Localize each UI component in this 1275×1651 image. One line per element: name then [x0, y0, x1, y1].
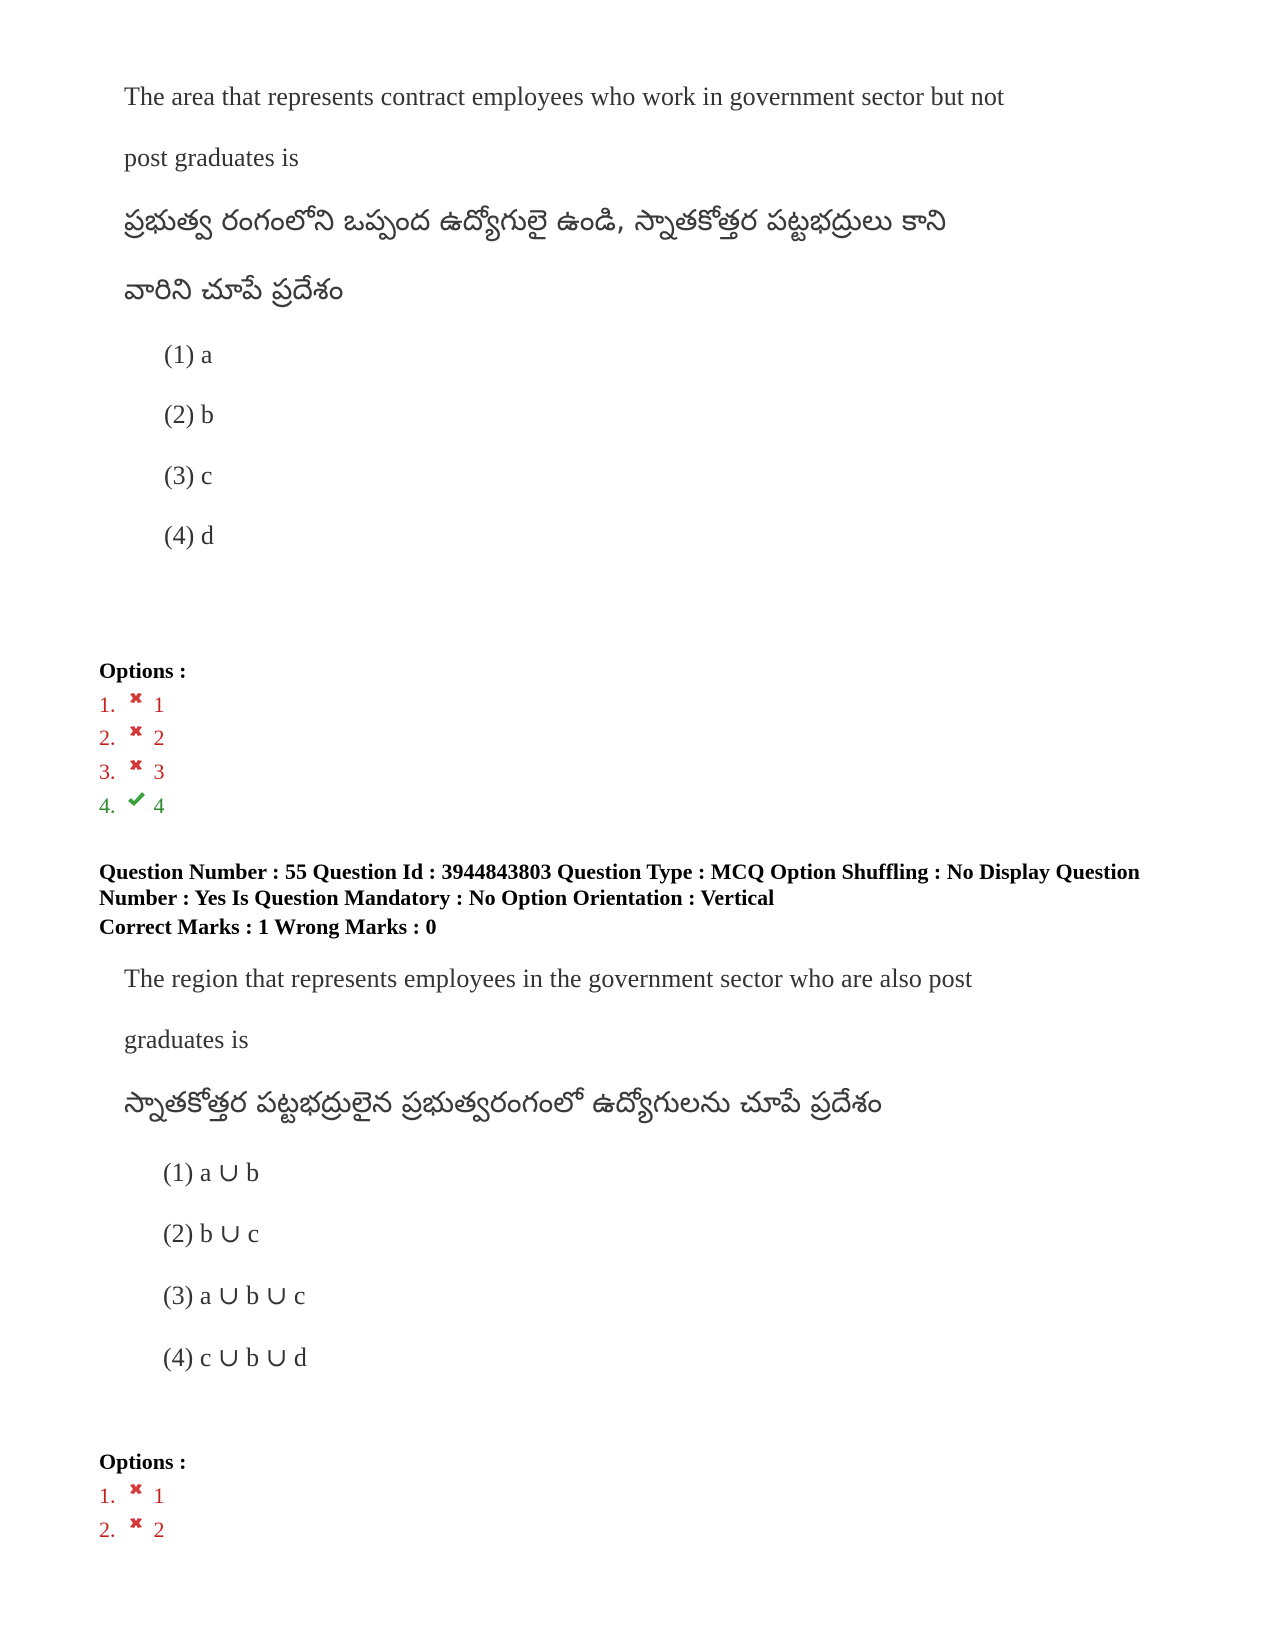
q54-options-label: Options :: [99, 658, 187, 683]
q54-choice-1: (1) a: [164, 340, 213, 369]
option-value: 2: [153, 725, 165, 750]
cross-icon: [126, 1480, 146, 1500]
q54-option-4: [99, 792, 165, 820]
option-number: 3.: [99, 759, 116, 784]
q55-choice-4: (4) c ∪ b ∪ d: [163, 1343, 307, 1372]
q54-telugu-line1: ప్రభుత్వ రంగంలోని ఒప్పంద ఉద్యోగులై ఉండి, స్నాతకోత్తర పట్టభద్రులు కాని: [124, 203, 947, 237]
q55-text-line1: The region that represents employees in the government sector who are also post: [124, 964, 973, 993]
option-value: 4: [153, 793, 165, 818]
q55-meta: [99, 859, 1209, 911]
q54-telugu-line2: వారిని చూపే ప్రదేశం: [124, 272, 344, 306]
option-number: 2.: [99, 725, 116, 750]
q55-choice-2: (2) b ∪ c: [163, 1219, 260, 1248]
q54-option-3: [99, 758, 165, 786]
check-icon: [126, 790, 146, 810]
q55-options-label: Options :: [99, 1449, 187, 1474]
option-number: 1.: [99, 1483, 116, 1508]
q55-marks: Correct Marks : 1 Wrong Marks : 0: [99, 914, 437, 939]
option-number: 4.: [99, 793, 116, 818]
option-value: 1: [153, 692, 165, 717]
q55-choice-1: (1) a ∪ b: [163, 1158, 260, 1187]
q55-text-line2: graduates is: [124, 1025, 249, 1054]
q54-text-line1: The area that represents contract employees who work in government sector but not: [124, 82, 1005, 111]
q54-option-2: [99, 724, 165, 752]
q54-choice-3: (3) c: [164, 461, 213, 490]
q54-option-1: [99, 691, 165, 719]
q55-telugu-line1: స్నాతకోత్తర పట్టభద్రులైన ప్రభుత్వరంగంలో ఉద్యోగులను చూపే ప్రదేశం: [124, 1085, 883, 1119]
cross-icon: [126, 1514, 146, 1534]
q55-option-1: [99, 1482, 165, 1510]
q54-text-line2: post graduates is: [124, 143, 300, 172]
option-value: 2: [153, 1517, 165, 1542]
q55-choice-3: (3) a ∪ b ∪ c: [163, 1281, 306, 1310]
option-number: 2.: [99, 1517, 116, 1542]
option-number: 1.: [99, 692, 116, 717]
q55-option-2: [99, 1516, 165, 1544]
q54-choice-4: (4) d: [164, 521, 214, 550]
cross-icon: [126, 756, 146, 776]
option-value: 1: [153, 1483, 165, 1508]
q54-choice-2: (2) b: [164, 400, 214, 429]
option-value: 3: [153, 759, 165, 784]
cross-icon: [126, 722, 146, 742]
q55-meta-line2: Number : Yes Is Question Mandatory : No Option Orientation : Vertical: [99, 885, 775, 910]
q55-meta-line1: Question Number : 55 Question Id : 3944843803 Question Type : MCQ Option Shuffling : No Display Question: [99, 859, 1140, 884]
cross-icon: [126, 689, 146, 709]
